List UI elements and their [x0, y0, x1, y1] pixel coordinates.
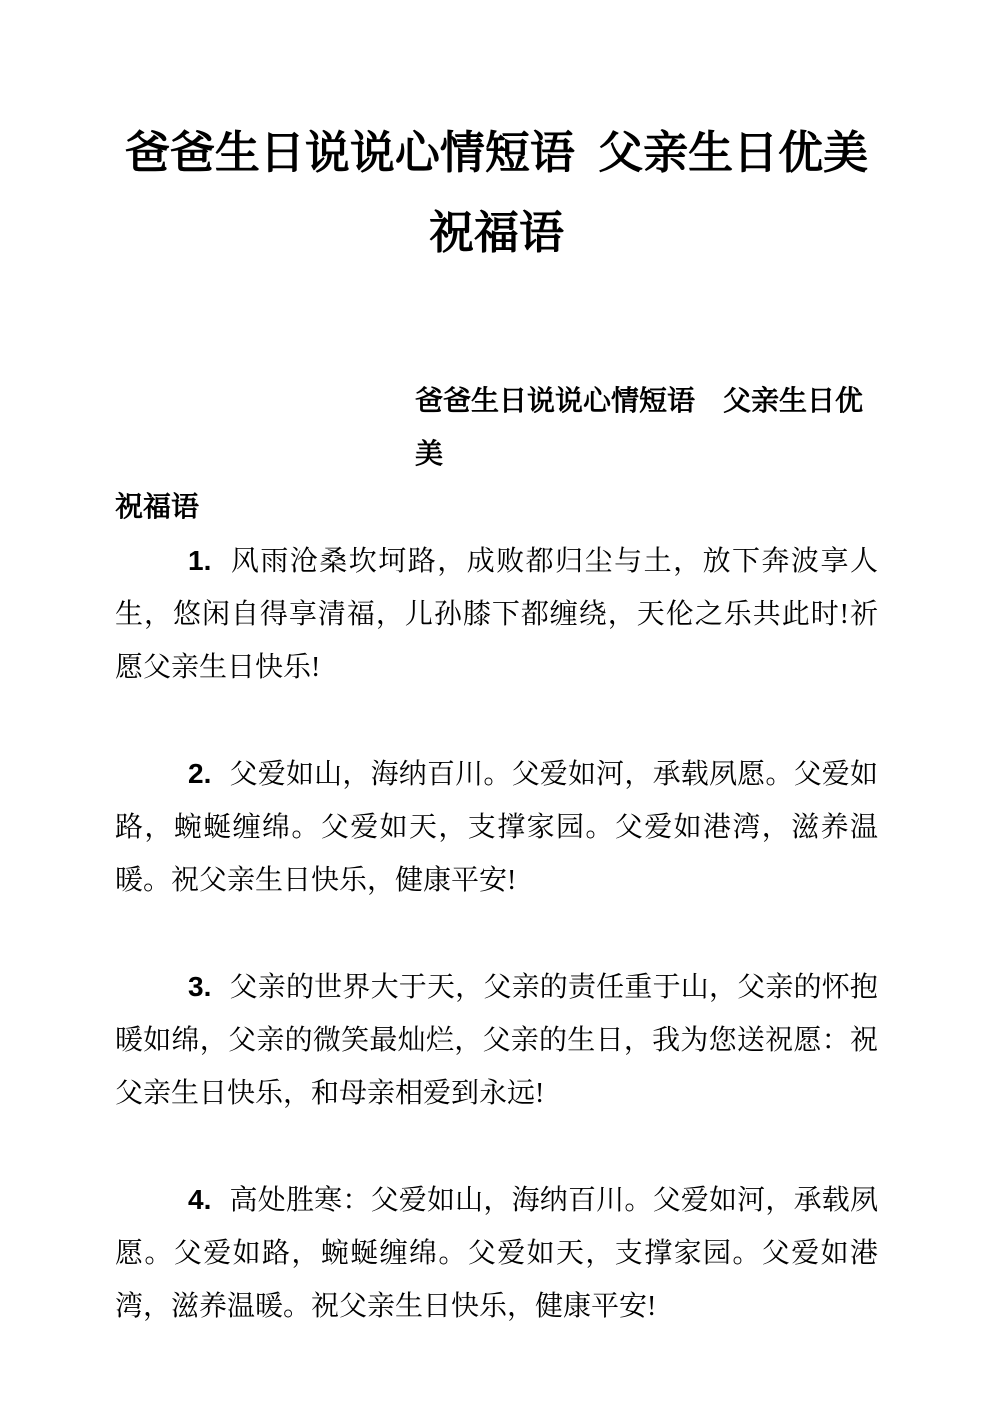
paragraph-number: 4.	[188, 1184, 212, 1215]
intro-paragraph-line2: 祝福语	[115, 492, 200, 523]
paragraph-text: 父爱如山，海纳百川。父爱如河，承载夙愿。父爱如路，蜿蜒缠绵。父爱如天，支撑家园。父爱如港湾，滋养温暖。祝父亲生日快乐，健康平安!	[115, 759, 878, 896]
paragraph-number: 2.	[188, 758, 212, 789]
paragraph-number: 1.	[188, 545, 212, 576]
numbered-paragraph	[115, 960, 878, 1120]
paragraph-text: 高处胜寒：父爱如山，海纳百川。父爱如河，承载夙愿。父爱如路，蜿蜒缠绵。父爱如天，支撑家园。父爱如港湾，滋养温暖。祝父亲生日快乐，健康平安!	[115, 1185, 878, 1322]
paragraph-text: 父亲的世界大于天，父亲的责任重于山，父亲的怀抱暖如绵，父亲的微笑最灿烂，父亲的生日，我为您送祝愿：祝父亲生日快乐，和母亲相爱到永远!	[115, 972, 878, 1109]
intro-paragraph-line1: 爸爸生日说说心情短语 父亲生日优美	[415, 386, 864, 470]
numbered-paragraph	[115, 747, 878, 907]
document-title	[115, 113, 878, 273]
document-title-line2: 祝福语	[428, 208, 564, 258]
paragraph-list	[115, 534, 878, 1333]
intro-paragraph	[115, 375, 878, 534]
document-title-line1: 爸爸生日说说心情短语 父亲生日优美	[124, 128, 869, 178]
paragraph-text: 风雨沧桑坎坷路，成败都归尘与土，放下奔波享人生，悠闲自得享清福，儿孙膝下都缠绕，天伦之乐共此时!祈愿父亲生日快乐!	[115, 546, 878, 683]
numbered-paragraph	[115, 1173, 878, 1333]
numbered-paragraph	[115, 534, 878, 694]
paragraph-number: 3.	[188, 971, 212, 1002]
